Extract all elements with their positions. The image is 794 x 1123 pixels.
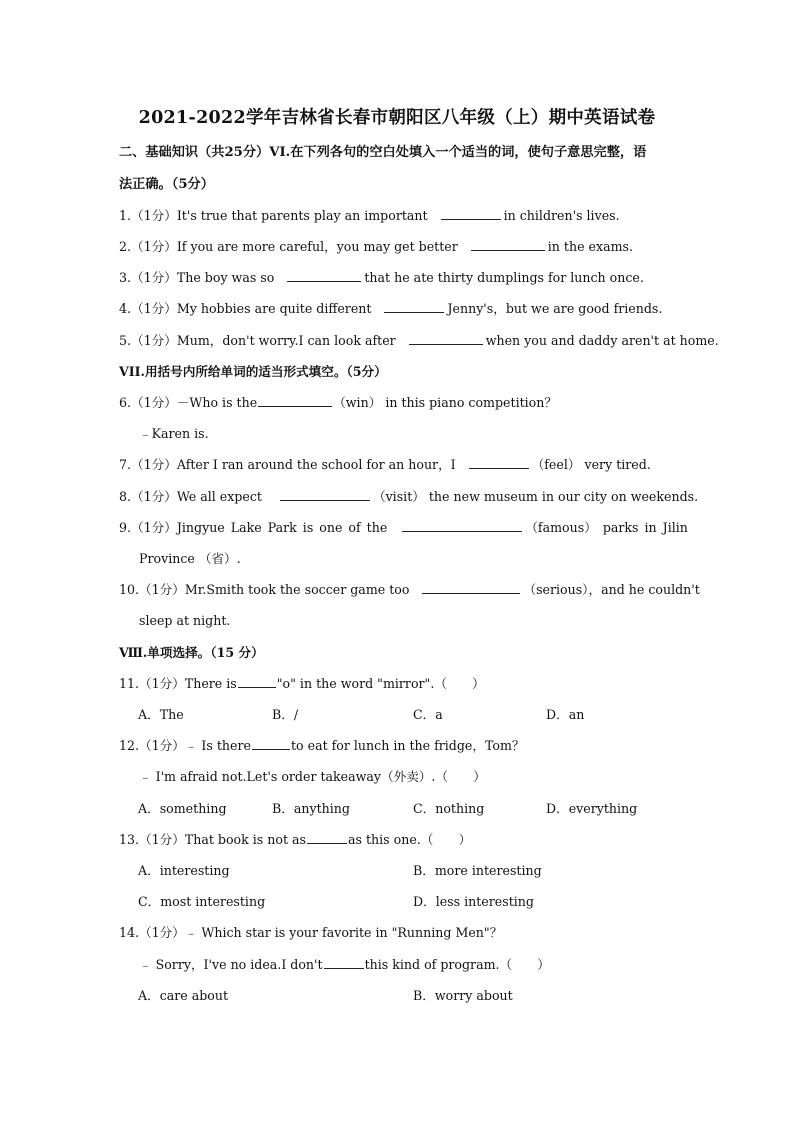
question-14-line2 [139, 955, 699, 975]
option-a[interactable]: A．The [138, 707, 184, 722]
question-text-end: in children's lives. [503, 208, 620, 223]
word-hint: （visit） [372, 489, 425, 504]
question-text: Mr.Smith took the soccer game too [184, 582, 410, 597]
question-5 [119, 331, 719, 351]
question-text: The boy was so [176, 270, 275, 285]
question-text-end: parks in Jilin [602, 520, 688, 535]
question-12 [119, 736, 679, 756]
question-text: There is [184, 676, 237, 691]
question-14 [119, 923, 679, 943]
page-title: 2021-2022学年吉林省长春市朝阳区八年级（上）期中英语试卷 [138, 108, 656, 128]
question-score: （1分） [131, 520, 177, 535]
question-text-end: when you and daddy aren't at home. [485, 333, 719, 348]
question-9 [119, 518, 688, 538]
answer-blank[interactable] [238, 674, 276, 688]
question-1 [119, 206, 679, 226]
question-score: （1分） [139, 676, 185, 691]
answer-blank[interactable] [324, 955, 364, 969]
answer-blank[interactable] [469, 455, 529, 469]
answer-blank[interactable] [280, 487, 370, 501]
word-hint: （serious），and he couldn't [523, 582, 700, 597]
question-7 [119, 455, 679, 475]
question-number: 9. [119, 520, 132, 535]
option-a[interactable]: A．interesting [138, 863, 230, 878]
question-number: 5. [119, 333, 132, 348]
question-score: （1分） [131, 333, 177, 348]
question-text-end: in the exams. [547, 239, 634, 254]
word-hint: （famous） [525, 520, 597, 535]
question-score: （1分） [131, 301, 177, 316]
question-score: （1分） [131, 457, 177, 472]
question-number: 6. [119, 395, 132, 410]
answer-blank[interactable] [409, 331, 483, 345]
word-hint: （feel） [531, 457, 581, 472]
question-text-end: that he ate thirty dumplings for lunch once. [364, 270, 644, 285]
answer-blank[interactable] [287, 268, 361, 282]
question-text-end: in this piano competition？ [385, 395, 557, 410]
question-number: 10. [119, 582, 140, 597]
question-10-continued: sleep at night. [139, 613, 231, 628]
option-c[interactable]: C．nothing [413, 801, 485, 816]
option-d[interactable]: D．everything [546, 801, 638, 816]
question-text: －Who is the [176, 395, 258, 410]
question-number: 12. [119, 738, 140, 753]
question-text: That book is not as [184, 832, 306, 847]
question-6-answer-line: ﹣Karen is. [139, 426, 209, 441]
section-header: Ⅷ.单项选择。（15 分） [119, 645, 264, 660]
question-number: 3. [119, 270, 132, 285]
answer-blank[interactable] [307, 830, 347, 844]
question-score: （1分） [131, 208, 177, 223]
answer-blank[interactable] [252, 736, 290, 750]
question-score: （1分） [131, 395, 177, 410]
question-score: （1分） [131, 489, 177, 504]
question-score: （1分） [131, 270, 177, 285]
question-score: （1分） [139, 925, 185, 940]
option-b[interactable]: B．more interesting [413, 863, 542, 878]
question-11 [119, 674, 679, 694]
question-text: After I ran around the school for an hour，I [176, 457, 456, 472]
answer-blank[interactable] [258, 393, 332, 407]
question-number: 11. [119, 676, 140, 691]
question-text: ﹣ Which star is your favorite in "Running Men"？ [184, 925, 503, 940]
question-number: 1. [119, 208, 132, 223]
option-b[interactable]: B．anything [272, 801, 350, 816]
question-number: 8. [119, 489, 132, 504]
option-d[interactable]: D．an [546, 707, 585, 722]
question-13 [119, 830, 679, 850]
question-score: （1分） [131, 239, 177, 254]
question-12-line2: ﹣ I'm afraid not.Let's order takeaway（外卖）.（ ） [139, 769, 486, 784]
answer-blank[interactable] [441, 206, 501, 220]
question-2 [119, 237, 679, 257]
question-number: 13. [119, 832, 140, 847]
question-text: Jingyue Lake Park is one of the [176, 520, 388, 535]
question-4 [119, 299, 679, 319]
question-number: 2. [119, 239, 132, 254]
question-8 [119, 487, 699, 507]
section-header-continued: 法正确。（5分） [119, 177, 214, 192]
question-9-continued: Province （省）. [139, 551, 241, 566]
question-score: （1分） [139, 738, 185, 753]
question-score: （1分） [139, 582, 185, 597]
option-c[interactable]: C．most interesting [138, 894, 266, 909]
question-text-end: this kind of program.（ ） [364, 957, 550, 972]
answer-blank[interactable] [384, 299, 444, 313]
question-text-end: very tired. [584, 457, 651, 472]
answer-blank[interactable] [402, 518, 522, 532]
question-10 [119, 580, 700, 600]
answer-blank[interactable] [422, 580, 520, 594]
question-6 [119, 393, 679, 413]
word-hint: （win） [333, 395, 382, 410]
option-a[interactable]: A．something [138, 801, 227, 816]
question-text-end: "o" in the word "mirror".（ ） [276, 676, 485, 691]
question-text: If you are more careful，you may get better [176, 239, 458, 254]
question-number: 14. [119, 925, 140, 940]
question-number: 7. [119, 457, 132, 472]
question-number: 4. [119, 301, 132, 316]
question-text-end: as this one.（ ） [348, 832, 472, 847]
option-a[interactable]: A．care about [138, 988, 229, 1003]
answer-blank[interactable] [471, 237, 545, 251]
option-b[interactable]: B．worry about [413, 988, 513, 1003]
question-score: （1分） [139, 832, 185, 847]
option-b[interactable]: B．/ [272, 707, 299, 722]
question-3 [119, 268, 679, 288]
question-text-end: Jenny's，but we are good friends. [447, 301, 663, 316]
question-text: ﹣ Sorry，I've no idea.I don't [139, 957, 323, 972]
section-header: VII.用括号内所给单词的适当形式填空。（5分） [119, 364, 387, 379]
question-text: My hobbies are quite different [176, 301, 372, 316]
option-c[interactable]: C．a [413, 707, 443, 722]
question-text-end: the new museum in our city on weekends. [428, 489, 699, 504]
question-text: We all expect [176, 489, 262, 504]
question-text: Mum，don't worry.I can look after [176, 333, 396, 348]
question-text-end: to eat for lunch in the fridge，Tom？ [290, 738, 525, 753]
question-text: It's true that parents play an important [176, 208, 428, 223]
option-d[interactable]: D．less interesting [413, 894, 534, 909]
section-header: 二、基础知识（共25分）VI.在下列各句的空白处填入一个适当的词，使句子意思完整，语 [119, 145, 647, 160]
question-text: ﹣ Is there [184, 738, 251, 753]
